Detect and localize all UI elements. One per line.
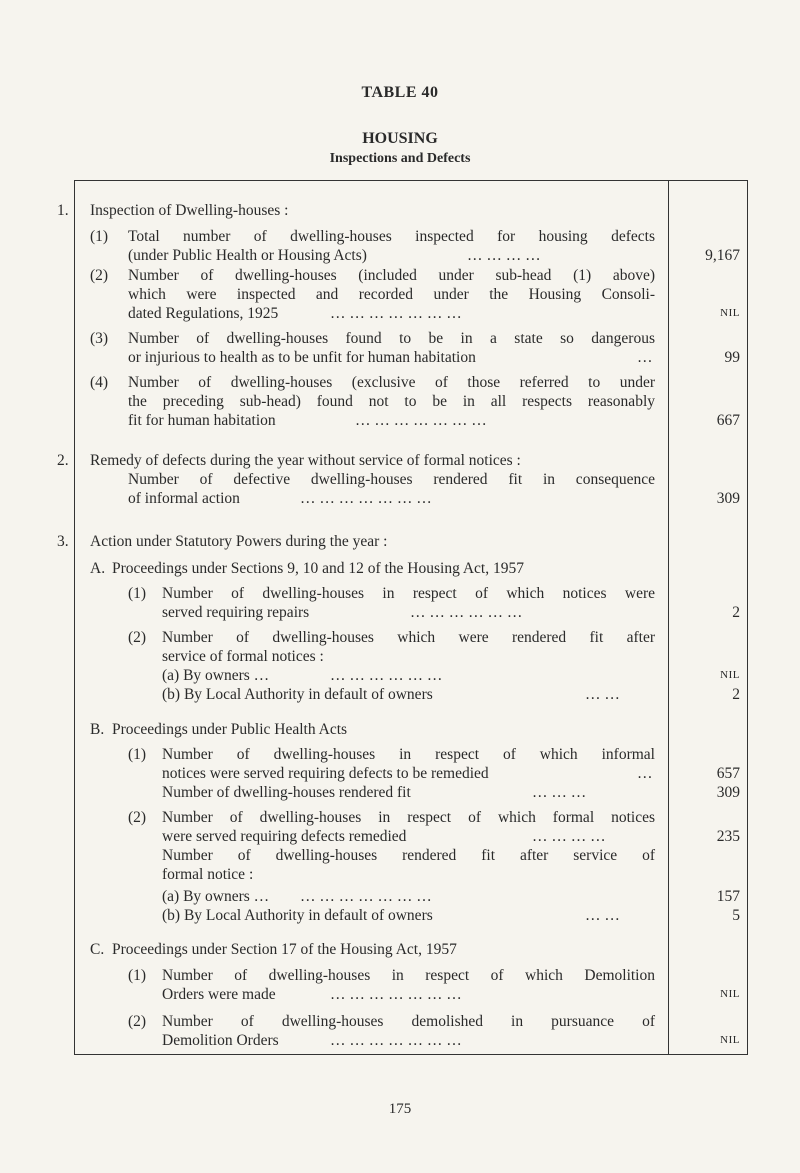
- item-value: 5: [732, 907, 740, 924]
- leader-dots: … …: [585, 907, 620, 924]
- item-text: dated Regulations, 1925: [128, 305, 279, 322]
- leader-dots: … … … … … …: [330, 667, 443, 684]
- leader-dots: … … … … … …: [410, 604, 523, 621]
- section-title: Action under Statutory Powers during the year :: [90, 533, 388, 550]
- item-value: 2: [732, 604, 740, 621]
- item-value: 309: [716, 490, 740, 507]
- item-value: 235: [716, 828, 740, 845]
- section-number: 3.: [57, 533, 69, 550]
- leader-dots: … … … … … … …: [300, 888, 432, 905]
- item-text: Demolition Orders: [162, 1032, 279, 1049]
- item-value: NIL: [720, 988, 740, 1000]
- leader-dots: …: [637, 765, 653, 782]
- leader-dots: … … … … … … …: [330, 1032, 462, 1049]
- section-title: Inspection of Dwelling-houses :: [90, 202, 289, 219]
- table-heading: HOUSING: [362, 130, 438, 147]
- item-value: 157: [716, 888, 740, 905]
- item-text: (a) By owners …: [162, 888, 270, 905]
- leader-dots: … … … …: [532, 828, 606, 845]
- item-value: NIL: [720, 669, 740, 681]
- item-text: of informal action: [128, 490, 240, 507]
- leader-dots: … … …: [532, 784, 587, 801]
- item-text: Total number of dwelling-houses inspected for housing defects: [128, 228, 655, 245]
- item-label: (2): [128, 629, 147, 646]
- item-value: 657: [716, 765, 740, 782]
- item-value: NIL: [720, 307, 740, 319]
- item-value: NIL: [720, 1034, 740, 1046]
- item-text: formal notice :: [162, 866, 254, 883]
- item-text: (b) By Local Authority in default of owners: [162, 686, 433, 703]
- item-label: (2): [128, 1013, 147, 1030]
- item-label: (2): [90, 267, 109, 284]
- leader-dots: …: [637, 349, 653, 366]
- subsection-title: Proceedings under Public Health Acts: [112, 721, 348, 738]
- item-text: Number of dwelling-houses (exclusive of those referred to under: [128, 374, 655, 391]
- item-text: service of formal notices :: [162, 648, 324, 665]
- leader-dots: … … … … … … …: [330, 305, 462, 322]
- item-text: were served requiring defects remedied: [162, 828, 407, 845]
- leader-dots: … … … … … … …: [300, 490, 432, 507]
- item-text: Number of dwelling-houses found to be in a state so dangerous: [128, 330, 655, 347]
- item-text: (under Public Health or Housing Acts): [128, 247, 367, 264]
- item-text: Number of dwelling-houses in respect of which formal notices: [162, 809, 655, 826]
- item-value: 667: [716, 412, 740, 429]
- item-text: served requiring repairs: [162, 604, 310, 621]
- item-label: (2): [128, 809, 147, 826]
- item-text: notices were served requiring defects to be remedied: [162, 765, 489, 782]
- subsection-label: C.: [90, 941, 105, 958]
- item-text: Number of dwelling-houses in respect of which notices were: [162, 585, 655, 602]
- item-text: Number of dwelling-houses rendered fit after service of: [162, 847, 655, 864]
- item-text: Number of dwelling-houses (included under sub-head (1) above): [128, 267, 655, 284]
- item-text: Number of dwelling-houses rendered fit: [162, 784, 411, 801]
- item-text: Number of dwelling-houses in respect of which Demolition: [162, 967, 655, 984]
- subsection-title: Proceedings under Section 17 of the Housing Act, 1957: [112, 941, 457, 958]
- leader-dots: … … … …: [467, 247, 541, 264]
- section-number: 1.: [57, 202, 69, 219]
- column-divider: [668, 180, 669, 1055]
- table-number: TABLE 40: [361, 84, 439, 101]
- item-text: the preceding sub-head) found not to be in all respects reasonably: [128, 393, 655, 410]
- leader-dots: … … … … … … …: [330, 986, 462, 1003]
- leader-dots: … … … … … … …: [355, 412, 487, 429]
- item-text: (b) By Local Authority in default of owners: [162, 907, 433, 924]
- table-subheading: Inspections and Defects: [329, 151, 471, 166]
- page-number: 175: [388, 1101, 412, 1117]
- item-value: 309: [716, 784, 740, 801]
- item-text: Number of defective dwelling-houses rendered fit in consequence: [128, 471, 655, 488]
- item-text: Number of dwelling-houses which were rendered fit after: [162, 629, 655, 646]
- subsection-label: A.: [90, 560, 106, 577]
- item-text: (a) By owners …: [162, 667, 270, 684]
- item-text: Number of dwelling-houses demolished in pursuance of: [162, 1013, 655, 1030]
- item-value: 99: [724, 349, 740, 366]
- item-text: Number of dwelling-houses in respect of which informal: [162, 746, 655, 763]
- leader-dots: … …: [585, 686, 620, 703]
- item-label: (4): [90, 374, 109, 391]
- item-label: (1): [128, 967, 147, 984]
- item-label: (1): [128, 585, 147, 602]
- item-text: which were inspected and recorded under the Housing Consoli-: [128, 286, 655, 303]
- section-title: Remedy of defects during the year without service of formal notices :: [90, 452, 521, 469]
- item-text: or injurious to health as to be unfit for human habitation: [128, 349, 476, 366]
- item-text: Orders were made: [162, 986, 276, 1003]
- item-value: 9,167: [705, 247, 740, 264]
- item-label: (1): [90, 228, 109, 245]
- subsection-label: B.: [90, 721, 105, 738]
- item-text: fit for human habitation: [128, 412, 276, 429]
- item-label: (1): [128, 746, 147, 763]
- item-label: (3): [90, 330, 109, 347]
- section-number: 2.: [57, 452, 69, 469]
- subsection-title: Proceedings under Sections 9, 10 and 12 of the Housing Act, 1957: [112, 560, 524, 577]
- item-value: 2: [732, 686, 740, 703]
